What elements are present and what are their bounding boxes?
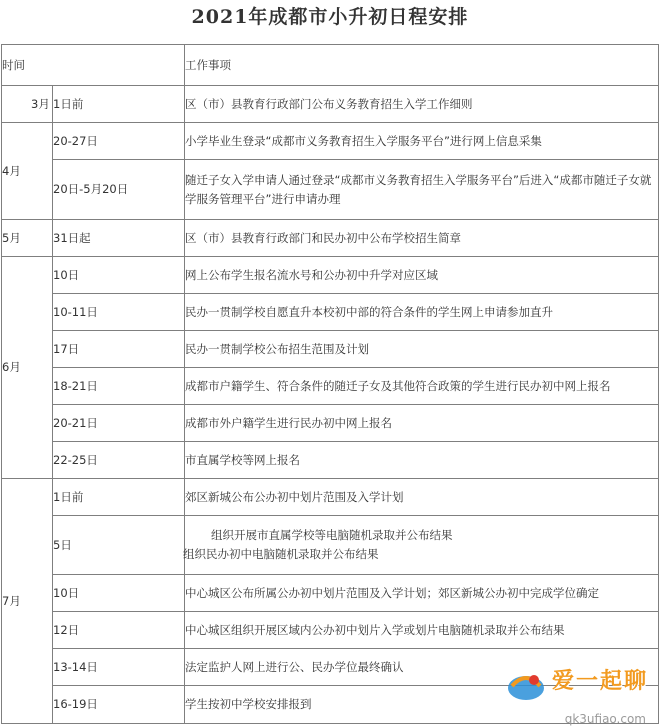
date-cell: 10-11日 (53, 294, 185, 331)
watermark-domain: qk3ufiao.com (564, 712, 646, 726)
month-cell: 4月 (2, 123, 53, 220)
page-title: 2021年成都市小升初日程安排 (191, 6, 469, 28)
table-row (2, 479, 659, 516)
header-task: 工作事项 (185, 45, 659, 86)
table-row (2, 612, 659, 649)
month-cell: 5月 (2, 220, 53, 257)
date-cell: 5日 (53, 516, 185, 575)
task-line: 组织开展市直属学校等电脑随机录取并公布结果 (211, 528, 453, 542)
table-row (2, 442, 659, 479)
date-cell: 12日 (53, 612, 185, 649)
task-line: 组织民办初中电脑随机录取并公布结果 (183, 547, 379, 561)
table-row (2, 405, 659, 442)
watermark-logo-icon (504, 666, 548, 706)
table-row (2, 86, 659, 123)
table-row (2, 368, 659, 405)
date-cell: 20-27日 (53, 123, 185, 160)
task-cell: 市直属学校等网上报名 (185, 442, 659, 479)
task-cell: 网上公布学生报名流水号和公办初中升学对应区域 (185, 257, 659, 294)
table-row (2, 257, 659, 294)
date-cell: 31日起 (53, 220, 185, 257)
schedule-table (1, 44, 659, 724)
task-cell: 区（市）县教育行政部门和民办初中公布学校招生简章 (185, 220, 659, 257)
date-cell: 1日前 (53, 86, 185, 123)
date-cell: 13-14日 (53, 649, 185, 686)
date-cell: 20日-5月20日 (53, 160, 185, 220)
task-cell: 郊区新城公布公办初中划片范围及入学计划 (185, 479, 659, 516)
date-cell: 10日 (53, 257, 185, 294)
task-cell (185, 516, 659, 575)
table-row (2, 160, 659, 220)
task-cell: 小学毕业生登录“成都市义务教育招生入学服务平台”进行网上信息采集 (185, 123, 659, 160)
watermark-text: 爱一起聊 (551, 669, 648, 694)
date-cell: 20-21日 (53, 405, 185, 442)
task-cell: 区（市）县教育行政部门公布义务教育招生入学工作细则 (185, 86, 659, 123)
task-cell: 民办一贯制学校公布招生范围及计划 (185, 331, 659, 368)
task-cell: 法定监护人网上进行公、民办学位最终确认 (185, 649, 659, 686)
table-row (2, 516, 659, 575)
date-cell: 10日 (53, 575, 185, 612)
table-row (2, 575, 659, 612)
table-row (2, 294, 659, 331)
task-cell: 成都市户籍学生、符合条件的随迁子女及其他符合政策的学生进行民办初中网上报名 (185, 368, 659, 405)
date-cell: 16-19日 (53, 686, 185, 724)
date-cell: 18-21日 (53, 368, 185, 405)
table-header-row (2, 45, 659, 86)
month-cell: 3月 (2, 86, 53, 123)
table-row (2, 331, 659, 368)
task-cell: 中心城区组织开展区域内公办初中划片入学或划片电脑随机录取并公布结果 (185, 612, 659, 649)
month-cell: 7月 (2, 479, 53, 724)
task-cell: 学生按初中学校安排报到 (185, 686, 659, 724)
task-cell: 成都市外户籍学生进行民办初中网上报名 (185, 405, 659, 442)
task-cell: 随迁子女入学申请人通过登录“成都市义务教育招生入学服务平台”后进入“成都市随迁子女就学服务管理平台”进行申请办理 (185, 160, 659, 220)
table-row (2, 220, 659, 257)
month-cell: 6月 (2, 257, 53, 479)
task-cell: 中心城区公布所属公办初中划片范围及入学计划；郊区新城公办初中完成学位确定 (185, 575, 659, 612)
watermark (504, 660, 654, 726)
header-time: 时间 (2, 45, 185, 86)
date-cell: 17日 (53, 331, 185, 368)
date-cell: 22-25日 (53, 442, 185, 479)
table-row (2, 123, 659, 160)
date-cell: 1日前 (53, 479, 185, 516)
task-cell: 民办一贯制学校自愿直升本校初中部的符合条件的学生网上申请参加直升 (185, 294, 659, 331)
